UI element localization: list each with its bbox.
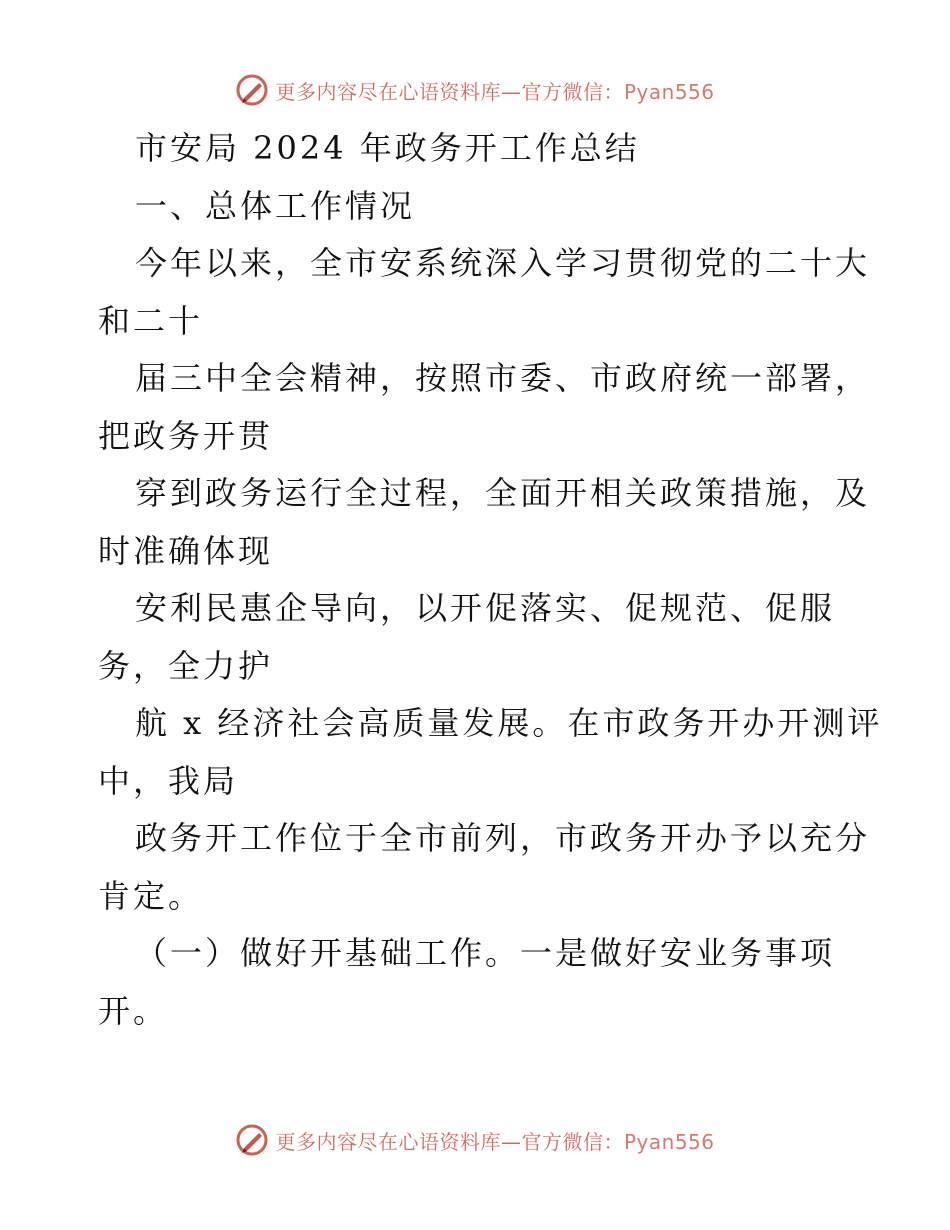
paragraph-line: 穿到政务运行全过程，全面开相关政策措施，及	[135, 474, 871, 512]
paragraph-line: 务，全力护	[98, 646, 274, 685]
header-watermark	[0, 70, 950, 110]
section-heading: 一、总体工作情况	[135, 186, 416, 225]
paragraph-line: 航 x 经济社会高质量发展。在市政务开办开测评	[135, 704, 883, 742]
paragraph-line: 政务开工作位于全市前列，市政务开办予以充分	[135, 819, 871, 857]
paragraph-line: 开。	[98, 991, 169, 1030]
paragraph-line: 今年以来，全市安系统深入学习贯彻党的二十大	[135, 244, 871, 282]
paragraph-line: 时准确体现	[98, 531, 274, 570]
paragraph-line: 把政务开贯	[98, 416, 274, 455]
pen-logo-icon	[235, 73, 269, 107]
paragraph-line: 安利民惠企导向，以开促落实、促规范、促服	[135, 589, 836, 627]
document-title: 市安局 2024 年政务开工作总结	[135, 129, 640, 167]
paragraph-line: 肯定。	[98, 876, 204, 915]
watermark-text: 更多内容尽在心语资料库—官方微信：Pyan556	[275, 1129, 715, 1154]
subsection-heading-line: （一）做好开基础工作。一是做好安业务事项	[135, 934, 836, 972]
paragraph-line: 届三中全会精神，按照市委、市政府统一部署，	[135, 359, 871, 397]
watermark-text: 更多内容尽在心语资料库—官方微信：Pyan556	[275, 79, 715, 104]
pen-logo-icon	[235, 1123, 269, 1157]
document-body	[98, 120, 883, 1040]
paragraph-line: 和二十	[98, 301, 204, 340]
paragraph-line: 中，我局	[98, 761, 239, 800]
footer-watermark	[0, 1120, 950, 1160]
